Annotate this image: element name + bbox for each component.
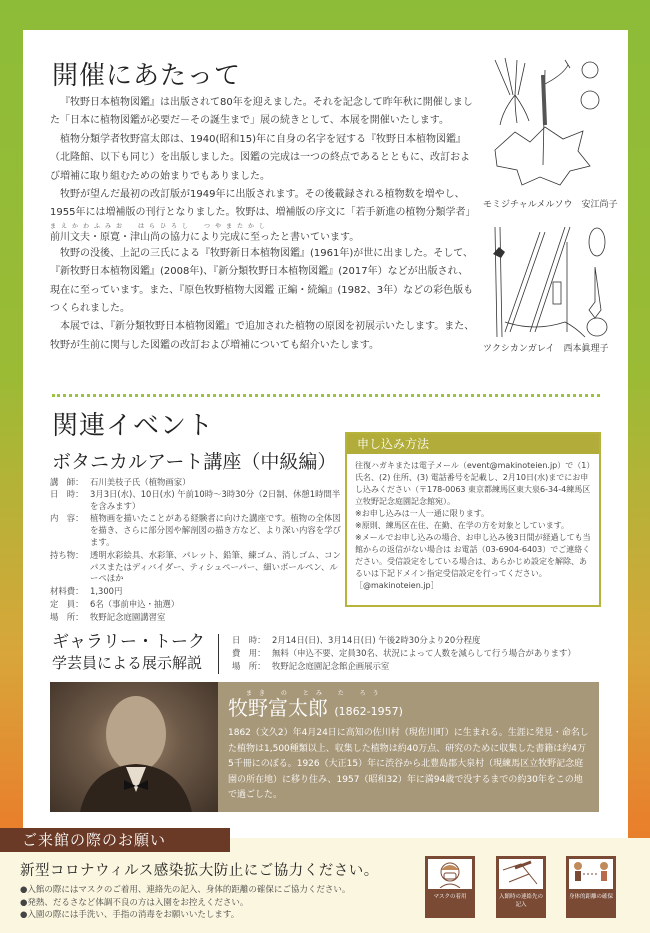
detail-key: 日 時：: [50, 488, 84, 499]
portrait-silhouette: [50, 682, 218, 812]
detail-key: 材料費：: [50, 586, 84, 597]
icon-label: 入館時の連絡先の記入: [499, 894, 544, 908]
course-title: ボタニカルアート講座（中級編）: [52, 451, 337, 473]
section-divider: [52, 394, 600, 397]
distance-icon: [566, 856, 616, 918]
detail-value: 2月14日(日)、3月14日(日) 午後2時30分より20分程度: [272, 635, 481, 645]
detail-key: 場 所：: [232, 661, 266, 671]
detail-value: 無料（申込不要、定員30名、状況によって人数を減らして行う場合があります）: [272, 648, 576, 658]
notice-item: ●入館の際にはマスクのご着用、連絡先の記入、身体的距離の確保にご協力ください。: [20, 885, 351, 895]
portrait-photo: [50, 682, 218, 812]
intro-paragraph: 植物分類学者牧野富太郎は、1940(昭和15)年に自身の名字を冠する『牧野日本植物図鑑』（北隆館、以下も同じ）を出版しました。図鑑の完成は一つの終点であるとともに、改訂および増補に取り組むための始まりでもありました。: [50, 133, 470, 182]
detail-row: [50, 550, 343, 585]
detail-row: [50, 513, 343, 548]
detail-row: [50, 477, 343, 489]
detail-value: 3月3日(水)、10日(水) 午前10時～3時30分（2日制、休憩1時間半を含みます）: [90, 488, 341, 511]
application-title: 申し込み方法: [347, 434, 599, 454]
detail-key: 内 容：: [50, 513, 84, 524]
mask-icon: [425, 856, 475, 918]
plant-caption: モミジチャルメルソウ 安江尚子: [483, 200, 618, 210]
intro-paragraph: 牧野の没後、上記の三氏による『牧野新日本植物図鑑』(1961年)が世に出ました。そして、『新牧野日本植物図鑑』(2008年)、『新分類牧野日本植物図鑑』(2017年）などが出版され、現在に至っています。また、『原色牧野植物大図鑑 正編・続編』(1982、3年）などの彩色版もつくられました。: [50, 247, 474, 315]
detail-row: [50, 489, 343, 513]
events-title: 関連イベント: [52, 411, 215, 441]
bio-name: 牧野富太郎: [228, 696, 328, 720]
gallery-divider: [218, 634, 219, 674]
intro-paragraph: 『牧野日本植物図鑑』は出版されて80年を迎えました。それを記念して昨年秋に開催しました「日本に植物図鑑が必要だ－その誕生まで」展の続きとして、本展を開催いたします。: [50, 97, 473, 127]
course-details: [50, 477, 343, 624]
detail-value: 1,300円: [90, 586, 123, 597]
detail-key: 場 所：: [50, 611, 84, 622]
gallery-title: ギャラリー・トーク: [52, 632, 205, 652]
bio-text: 1862（文久2）年4月24日に高知の佐川村（現佐川町）に生まれる。生涯に発見・命名した植物は1,500種類以上、収集した植物は約40万点、研究のために収集した書籍は約4万5千冊にのぼる。1926（大正15）年に渋谷から北豊島郡大泉村（現練馬区立牧野記念庭園の所在地）に移り住み、1957（昭和32）年に満94歳で没するまでの約30年をこの地で過ごした。: [228, 728, 589, 800]
detail-value: 透明水彩絵具、水彩筆、パレット、鉛筆、練ゴム、消しゴム、コンパスまたはディバイダー、ティシュペーパー、細いボールペン、ルーペほか: [90, 549, 341, 584]
gallery-subtitle: 学芸員による展示解説: [52, 654, 203, 672]
detail-value: 6名（事前申込・抽選）: [90, 598, 180, 609]
detail-row: [232, 660, 602, 673]
detail-row: [50, 612, 343, 624]
intro-names-line: 前川文夫・原寛・津山尚の協力により完成に至ったと書いています。: [50, 231, 360, 243]
name-ruby: まき の とみ た ろう: [246, 690, 386, 697]
notice-item: ●発熱、だるさなど体調不良の方は入園をお控えください。: [20, 897, 249, 908]
intro-paragraph: 本展では、『新分類牧野日本植物図鑑』で追加された植物の原図を初展示いたします。また、牧野が生前に関与した図鑑の改訂および増補についても紹介いたします。: [50, 321, 475, 351]
detail-row: [232, 647, 602, 660]
application-line: 往復ハガキまたは電子メール（event@makinoteien.jp）で（1）氏名、(2) 住所、(3) 電話番号を記載し、2月10日(水)までにお申し込みください（〒178-0063 東京都練馬区東大泉6-34-4練馬区立牧野記念庭園記念館宛）。: [355, 461, 591, 506]
detail-row: [50, 599, 343, 611]
intro-title: 開催にあたって: [52, 61, 242, 91]
icon-label: 身体的距離の確保: [569, 894, 614, 900]
notice-item: ●入園の際には手洗い、手指の消毒をお願いいたします。: [20, 910, 240, 920]
gallery-details: [232, 634, 602, 673]
application-domain: ［@makinoteien.jp］: [355, 581, 439, 590]
detail-value: 牧野記念庭園記念館企画展示室: [272, 661, 390, 671]
names-ruby: まえかわふみお はらひろし つやまたかし: [50, 222, 271, 230]
intro-paragraph: 牧野が望んだ最初の改訂版が1949年に出版されます。その後載録される植物数を増やし、1955年には増補版の刊行となりました。牧野は、増補版の序文に「若手新進の植物分類学者」: [50, 189, 476, 219]
detail-key: 費 用：: [232, 648, 266, 658]
icon-label: マスクの着用: [433, 894, 467, 900]
detail-key: 講 師：: [50, 477, 84, 487]
plant-caption: ツクシカンガレイ 西本眞理子: [483, 344, 609, 354]
plant-illustration-tsukushi: [485, 222, 610, 340]
detail-value: 石川美枝子氏（植物画家）: [90, 477, 191, 487]
detail-row: [232, 634, 602, 647]
biography-box: [218, 682, 599, 812]
notice-header: ご来館の際のお願い: [0, 828, 230, 852]
intro-text: [50, 94, 478, 355]
notice-list: [20, 884, 350, 922]
application-line: ※原則、練馬区在住、在勤、在学の方を対象としています。: [355, 521, 570, 530]
gallery-talk-heading: [52, 632, 205, 672]
detail-key: 定 員：: [50, 598, 84, 609]
application-line: ※お申し込みは一人一通に限ります。: [355, 509, 490, 518]
detail-value: 植物画を描いたことがある経験者に向けた講座です。植物の全体図を描き、さらに部分図や解剖図の描き方など、より深い内容を学びます。: [90, 513, 341, 547]
bio-years: (1862-1957): [334, 705, 403, 718]
detail-value: 牧野記念庭園講習室: [90, 611, 166, 622]
plant-illustration-momiji: [485, 55, 610, 195]
detail-key: 日 時：: [232, 635, 266, 645]
detail-row: [50, 586, 343, 598]
pen-icon: [496, 856, 546, 918]
application-line: ※メールでお申し込みの場合、お申し込み後3日間が経過しても当館からの返信がない場合は お電話（03-6904-6403）でご連絡ください。受信設定をしている場合は、あらかじめ設定を解除、あるいは下記ドメイン指定受信設定を行ってください。: [355, 533, 591, 578]
notice-title: 新型コロナウィルス感染拡大防止にご協力ください。: [20, 863, 379, 879]
detail-key: 持ち物：: [50, 549, 84, 560]
application-box: [345, 432, 601, 607]
